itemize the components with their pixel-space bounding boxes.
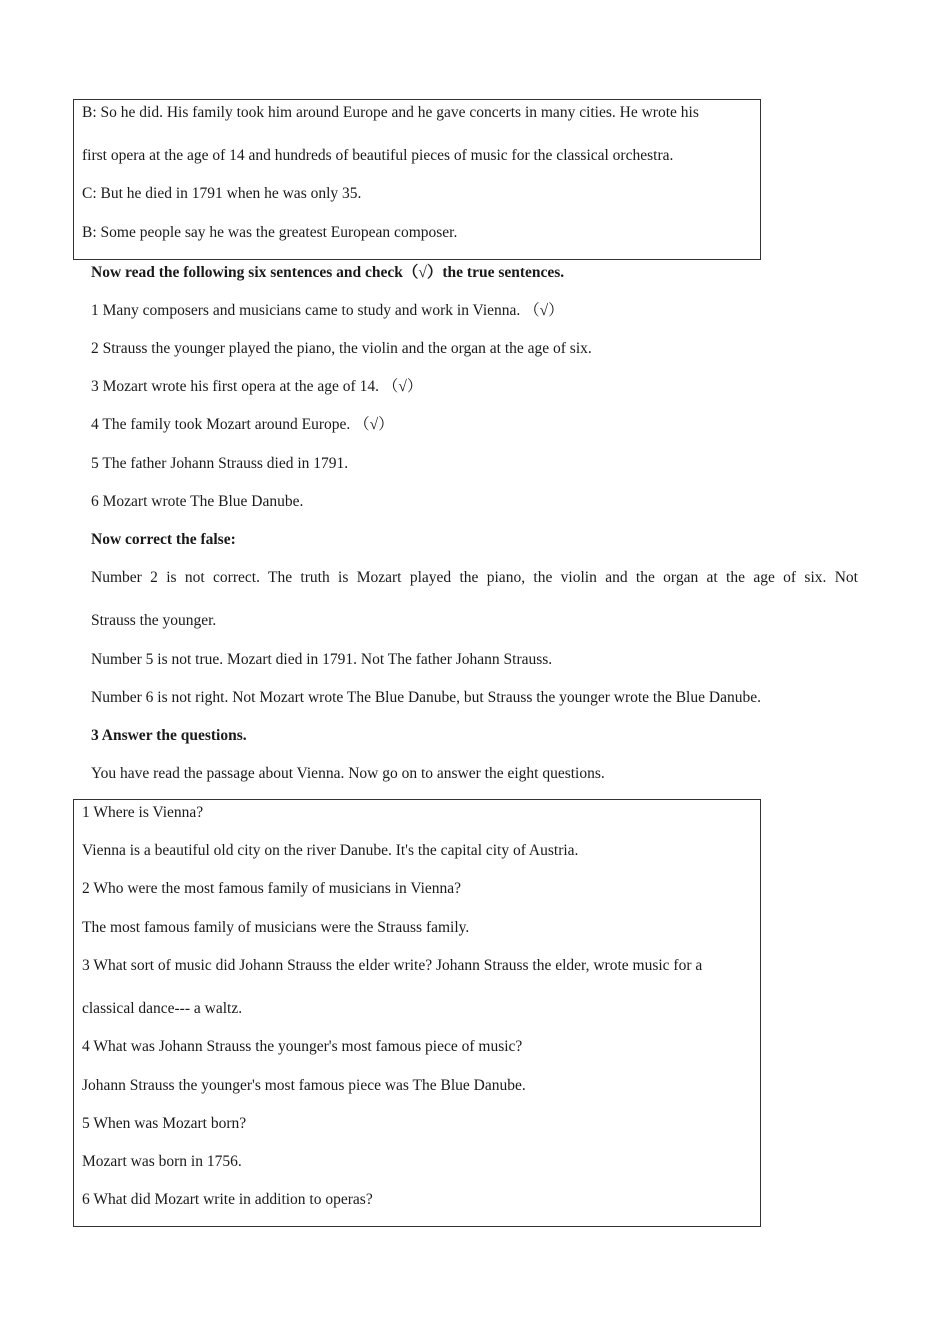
correction-line: Number 6 is not right. Not Mozart wrote The Blue Danube, but Strauss the younger wrote the Blue Danube. [91, 689, 761, 706]
check-sentence: 5 The father Johann Strauss died in 1791. [91, 455, 349, 472]
qa-line: 3 What sort of music did Johann Strauss the elder write? Johann Strauss the elder, wrote music for a [82, 957, 703, 974]
qa-line: 2 Who were the most famous family of musicians in Vienna? [82, 880, 462, 897]
check-sentence: 4 The family took Mozart around Europe. （√） [91, 416, 394, 433]
dialogue-line: C: But he died in 1791 when he was only 35. [82, 185, 362, 202]
qa-line: Vienna is a beautiful old city on the river Danube. It's the capital city of Austria. [82, 842, 579, 859]
qa-line: classical dance--- a waltz. [82, 1000, 243, 1017]
check-sentence: 3 Mozart wrote his first opera at the age of 14. （√） [91, 378, 423, 395]
qa-box [73, 799, 761, 1227]
check-instruction: Now read the following six sentences and check（√）the true sentences. [91, 264, 565, 281]
check-sentence: 6 Mozart wrote The Blue Danube. [91, 493, 304, 510]
qa-line: 4 What was Johann Strauss the younger's most famous piece of music? [82, 1038, 523, 1055]
dialogue-line: first opera at the age of 14 and hundreds of beautiful pieces of music for the classical orchestra. [82, 147, 674, 164]
correction-line: Number 5 is not true. Mozart died in 1791. Not The father Johann Strauss. [91, 651, 553, 668]
qa-line: 1 Where is Vienna? [82, 804, 204, 821]
correction-line: Strauss the younger. [91, 612, 217, 629]
dialogue-line: B: So he did. His family took him around Europe and he gave concerts in many cities. He wrote his [82, 104, 699, 121]
answer-intro: You have read the passage about Vienna. Now go on to answer the eight questions. [91, 765, 605, 782]
qa-line: 5 When was Mozart born? [82, 1115, 247, 1132]
qa-line: Johann Strauss the younger's most famous piece was The Blue Danube. [82, 1077, 526, 1094]
correction-line: Number 2 is not correct. The truth is Mozart played the piano, the violin and the organ at the age of six. Not [91, 569, 858, 586]
qa-line: The most famous family of musicians were the Strauss family. [82, 919, 470, 936]
qa-line: Mozart was born in 1756. [82, 1153, 242, 1170]
correction-heading: Now correct the false: [91, 531, 236, 548]
dialogue-box [73, 99, 761, 260]
answer-heading: 3 Answer the questions. [91, 727, 247, 744]
dialogue-line: B: Some people say he was the greatest European composer. [82, 224, 458, 241]
qa-line: 6 What did Mozart write in addition to operas? [82, 1191, 373, 1208]
check-sentence: 1 Many composers and musicians came to study and work in Vienna. （√） [91, 302, 564, 319]
check-sentence: 2 Strauss the younger played the piano, the violin and the organ at the age of six. [91, 340, 592, 357]
